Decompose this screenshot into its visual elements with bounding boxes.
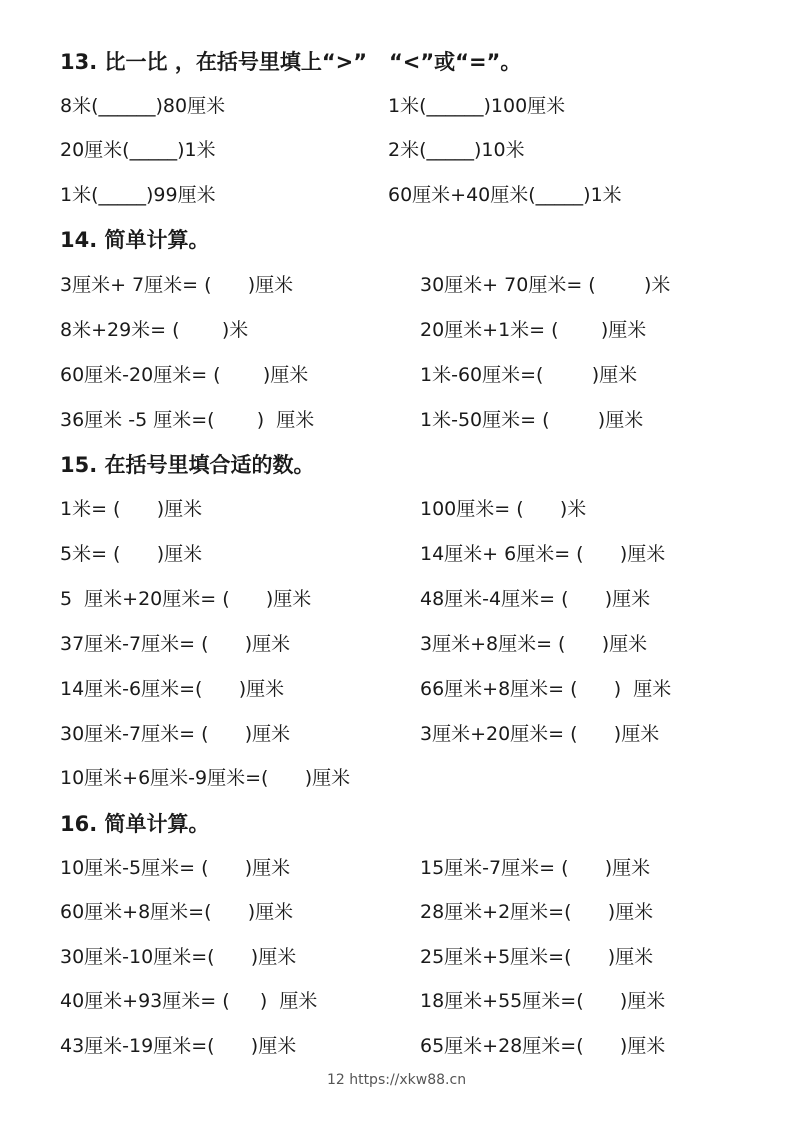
- exercise-item: 30厘米-7厘米= ( )厘米: [60, 723, 291, 745]
- exercise-item: 10厘米+6厘米-9厘米=( )厘米: [60, 767, 351, 789]
- exercise-item: 60厘米+8厘米=( )厘米: [60, 901, 294, 923]
- exercise-item: 3厘米+20厘米= ( )厘米: [420, 723, 660, 745]
- exercise-item: 65厘米+28厘米=( )厘米: [420, 1035, 666, 1057]
- section-16-heading: 16. 简单计算。: [60, 812, 210, 836]
- exercise-item: 18厘米+55厘米=( )厘米: [420, 990, 666, 1012]
- exercise-item: 48厘米-4厘米= ( )厘米: [420, 588, 651, 610]
- exercise-item: 1米(_____)99厘米: [60, 184, 216, 206]
- section-15-heading: 15. 在括号里填合适的数。: [60, 453, 315, 477]
- exercise-item: 1米= ( )厘米: [60, 498, 203, 520]
- exercise-item: 43厘米-19厘米=( )厘米: [60, 1035, 297, 1057]
- exercise-item: 1米-50厘米= ( )厘米: [420, 409, 644, 431]
- exercise-item: 3厘米+8厘米= ( )厘米: [420, 633, 648, 655]
- exercise-item: 5米= ( )厘米: [60, 543, 203, 565]
- exercise-item: 8米+29米= ( )米: [60, 319, 249, 341]
- exercise-item: 100厘米= ( )米: [420, 498, 587, 520]
- exercise-item: 14厘米+ 6厘米= ( )厘米: [420, 543, 666, 565]
- exercise-item: 20厘米(_____)1米: [60, 139, 216, 161]
- exercise-item: 2米(_____)10米: [388, 139, 525, 161]
- exercise-item: 66厘米+8厘米= ( ) 厘米: [420, 678, 672, 700]
- exercise-item: 37厘米-7厘米= ( )厘米: [60, 633, 291, 655]
- exercise-item: 60厘米-20厘米= ( )厘米: [60, 364, 309, 386]
- exercise-item: 40厘米+93厘米= ( ) 厘米: [60, 990, 318, 1012]
- page-footer: 12 https://xkw88.cn: [326, 1072, 467, 1088]
- exercise-item: 20厘米+1米= ( )厘米: [420, 319, 647, 341]
- section-13-heading: 13. 比一比 ，在括号里填上“>” “<”或“=”。: [60, 50, 522, 74]
- section-14-heading: 14. 简单计算。: [60, 228, 210, 252]
- exercise-item: 5 厘米+20厘米= ( )厘米: [60, 588, 312, 610]
- exercise-item: 10厘米-5厘米= ( )厘米: [60, 857, 291, 879]
- exercise-item: 3厘米+ 7厘米= ( )厘米: [60, 274, 294, 296]
- exercise-item: 30厘米-10厘米=( )厘米: [60, 946, 297, 968]
- exercise-item: 14厘米-6厘米=( )厘米: [60, 678, 285, 700]
- exercise-item: 36厘米 -5 厘米=( ) 厘米: [60, 409, 315, 431]
- exercise-item: 15厘米-7厘米= ( )厘米: [420, 857, 651, 879]
- exercise-item: 60厘米+40厘米(_____)1米: [388, 184, 622, 206]
- exercise-item: 1米-60厘米=( )厘米: [420, 364, 638, 386]
- exercise-item: 25厘米+5厘米=( )厘米: [420, 946, 654, 968]
- exercise-item: 1米(______)100厘米: [388, 95, 566, 117]
- exercise-item: 28厘米+2厘米=( )厘米: [420, 901, 654, 923]
- exercise-item: 30厘米+ 70厘米= ( )米: [420, 274, 671, 296]
- exercise-item: 8米(______)80厘米: [60, 95, 226, 117]
